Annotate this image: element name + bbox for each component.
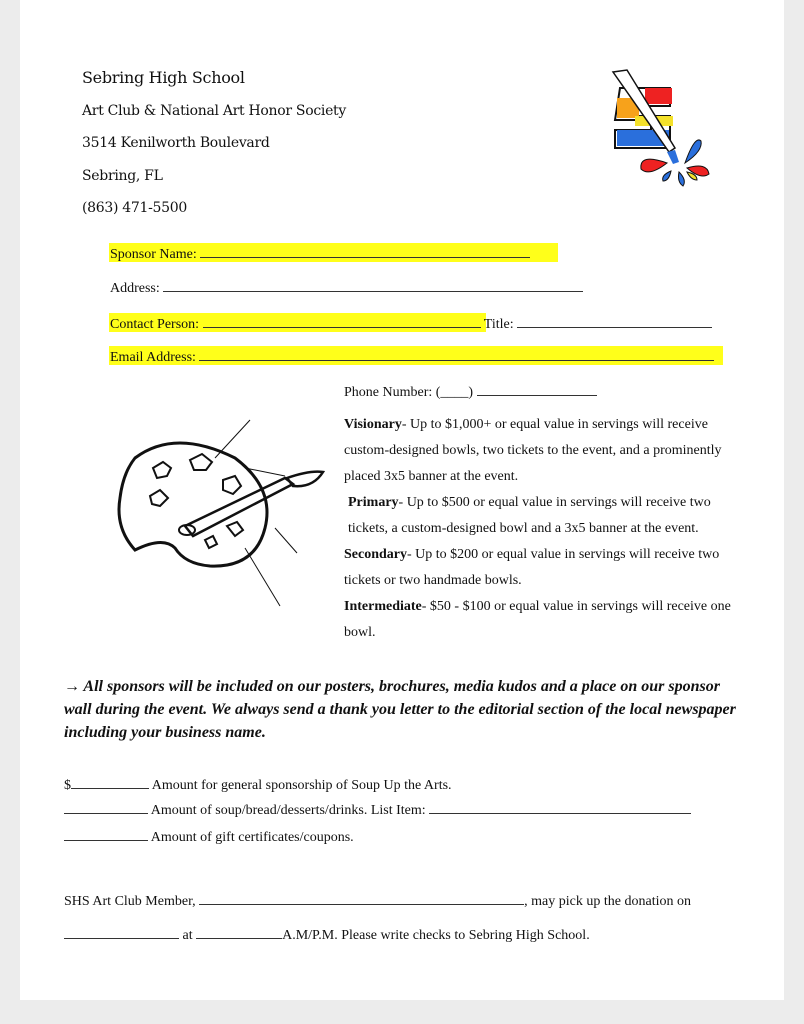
tier-name: Primary (348, 495, 399, 510)
tier-description: - $50 - $100 or equal value in servings will receive one bowl. (344, 599, 731, 640)
tier-description: - Up to $1,000+ or equal value in servings will receive custom-designed bowls, two tickets to the event, and a prominently placed 3x5 banner at the event. (344, 417, 722, 484)
pickup-date-line[interactable] (64, 926, 179, 939)
gift-amount-label: Amount of gift certificates/coupons. (150, 830, 354, 845)
email-field[interactable] (110, 348, 714, 366)
phone-field[interactable] (344, 383, 597, 401)
general-amount-field[interactable] (64, 776, 452, 794)
email-line[interactable] (199, 348, 714, 361)
pickup-label: , may pick up the donation on (524, 894, 691, 909)
member-pickup-field[interactable] (64, 892, 691, 910)
city: Sebring, FL (82, 168, 163, 184)
contact-person-label: Contact Person: (110, 317, 200, 332)
school-name: Sebring High School (82, 68, 245, 87)
checks-note: A.M/P.M. Please write checks to Sebring High School. (282, 928, 590, 943)
contact-person-line[interactable] (203, 315, 481, 328)
address-label: Address: (110, 281, 160, 296)
tier-intermediate (344, 594, 744, 646)
dollar-sign: $ (64, 778, 71, 793)
tier-description: - Up to $500 or equal value in servings will receive two tickets, a custom-designed bowl and a 3x5 banner at the event. (348, 495, 711, 536)
title-label: Title: (483, 317, 514, 332)
tier-visionary (344, 412, 744, 490)
contact-person-field[interactable] (110, 315, 712, 333)
food-amount-field[interactable] (64, 801, 691, 819)
list-item-line[interactable] (429, 801, 691, 814)
tier-secondary (344, 542, 744, 594)
tier-name: Visionary (344, 417, 402, 432)
school-phone: (863) 471-5500 (82, 200, 187, 216)
tier-primary (344, 490, 744, 542)
club-name: Art Club & National Art Honor Society (82, 103, 346, 119)
sponsorship-tiers (344, 412, 744, 646)
email-label: Email Address: (110, 350, 196, 365)
school-logo-icon (605, 68, 720, 193)
gift-amount-line[interactable] (64, 828, 148, 841)
sponsor-name-field[interactable] (110, 245, 530, 263)
title-line[interactable] (517, 315, 712, 328)
tier-description: - Up to $200 or equal value in servings will receive two tickets or two handmade bowls. (344, 547, 720, 588)
sponsor-note: → All sponsors will be included on our posters, brochures, media kudos and a place on our sponsor wall during the event. We always send a thank you letter to the editorial section of the local newspaper including your business name. (64, 678, 736, 741)
pickup-time-field[interactable] (64, 926, 590, 944)
pickup-time-line[interactable] (196, 926, 282, 939)
phone-label: Phone Number: (____) (344, 385, 474, 400)
sponsor-name-line[interactable] (200, 245, 530, 258)
phone-line[interactable] (477, 383, 597, 396)
food-amount-label: Amount of soup/bread/desserts/drinks. List Item: (150, 803, 426, 818)
member-label: SHS Art Club Member, (64, 894, 196, 909)
tier-name: Secondary (344, 547, 407, 562)
general-amount-line[interactable] (71, 776, 149, 789)
sponsor-name-label: Sponsor Name: (110, 247, 197, 262)
member-name-line[interactable] (199, 892, 524, 905)
address-field[interactable] (110, 279, 583, 297)
street-address: 3514 Kenilworth Boulevard (82, 135, 270, 151)
tier-name: Intermediate (344, 599, 422, 614)
food-amount-line[interactable] (64, 801, 148, 814)
at-label: at (182, 928, 193, 943)
general-amount-label: Amount for general sponsorship of Soup Up the Arts. (151, 778, 452, 793)
paint-palette-icon (115, 418, 330, 610)
address-line[interactable] (163, 279, 583, 292)
gift-amount-field[interactable] (64, 828, 354, 846)
